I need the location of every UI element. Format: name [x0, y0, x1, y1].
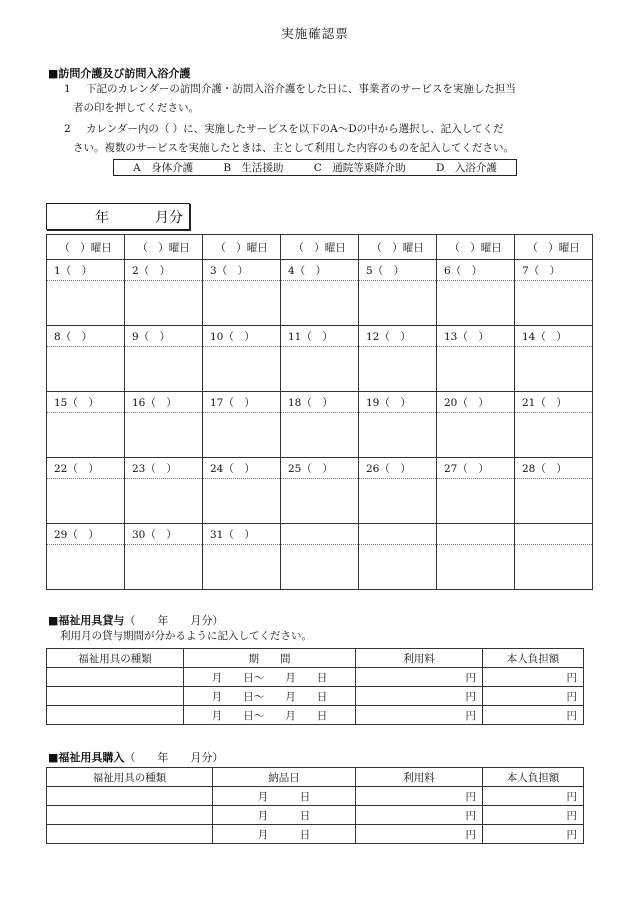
rental-header-row [47, 649, 584, 668]
service-option-c: C 通院等乗降介助 [313, 162, 406, 174]
purchase-row [47, 806, 584, 825]
purchase-header-row [47, 768, 584, 787]
item-type-cell[interactable] [47, 787, 213, 806]
rental-row [47, 687, 584, 706]
fee-cell[interactable]: 円 [356, 806, 483, 825]
section-heading-visit-care: ■訪問介護及び訪問入浴介護 [48, 67, 191, 80]
service-option-b: B 生活援助 [223, 162, 284, 174]
delivery-date-cell[interactable]: 月 日 [213, 806, 356, 825]
day-label: 3（ ） [203, 260, 281, 281]
day-label: 18（ ） [281, 392, 359, 413]
header-cell: 利用料 [356, 649, 483, 668]
calendar-stamp-row [47, 413, 593, 458]
day-label [359, 524, 437, 545]
stamp-cell[interactable] [125, 479, 203, 524]
section-heading-rental [48, 612, 223, 628]
rental-note: 利用月の貸与期間が分かるように記入してください。 [60, 630, 312, 642]
calendar-stamp-row [47, 347, 593, 392]
item-type-cell[interactable] [47, 687, 184, 706]
stamp-cell[interactable] [125, 545, 203, 590]
calendar-stamp-row [47, 545, 593, 590]
day-label: 17（ ） [203, 392, 281, 413]
day-label: 22（ ） [47, 458, 125, 479]
stamp-cell[interactable] [515, 281, 593, 326]
day-label: 2（ ） [125, 260, 203, 281]
service-option-a: A 身体介護 [133, 162, 194, 174]
calendar-day-row [47, 392, 593, 413]
stamp-cell[interactable] [437, 479, 515, 524]
period-cell[interactable]: 月 日～ 月 日 [184, 706, 356, 725]
stamp-cell[interactable] [515, 413, 593, 458]
stamp-cell[interactable] [203, 545, 281, 590]
stamp-cell[interactable] [437, 413, 515, 458]
calendar-stamp-row [47, 479, 593, 524]
year-label: 年 [95, 210, 109, 226]
stamp-cell[interactable] [47, 413, 125, 458]
stamp-cell[interactable] [359, 413, 437, 458]
day-label: 5（ ） [359, 260, 437, 281]
purchase-heading: ■福祉用具購入 [48, 751, 125, 764]
day-label: 21（ ） [515, 392, 593, 413]
day-label: 8（ ） [47, 326, 125, 347]
stamp-cell[interactable] [437, 545, 515, 590]
copay-cell[interactable]: 円 [483, 825, 584, 844]
instruction-1-line1: 下記のカレンダーの訪問介護・訪問入浴介護をした日に、事業者のサービスを実施した担当 [86, 83, 516, 95]
day-label: 24（ ） [203, 458, 281, 479]
calendar-day-row [47, 458, 593, 479]
day-label [437, 524, 515, 545]
stamp-cell[interactable] [515, 545, 593, 590]
rental-row [47, 668, 584, 687]
stamp-cell[interactable] [47, 281, 125, 326]
weekday-cell[interactable]: （ ）曜日 [359, 235, 437, 260]
calendar-day-row [47, 326, 593, 347]
item-type-cell[interactable] [47, 825, 213, 844]
weekday-cell[interactable]: （ ）曜日 [515, 235, 593, 260]
copay-cell[interactable]: 円 [483, 687, 584, 706]
calendar-day-row [47, 260, 593, 281]
copay-cell[interactable]: 円 [483, 706, 584, 725]
stamp-cell[interactable] [203, 347, 281, 392]
month-label: 月分 [155, 210, 183, 226]
copay-cell[interactable]: 円 [483, 806, 584, 825]
day-label: 31（ ） [203, 524, 281, 545]
day-label: 10（ ） [203, 326, 281, 347]
rental-heading-period: （ 年 月分） [124, 614, 224, 627]
stamp-cell[interactable] [281, 281, 359, 326]
fee-cell[interactable]: 円 [356, 668, 483, 687]
page-title: 実施確認票 [281, 26, 349, 41]
day-label: 26（ ） [359, 458, 437, 479]
stamp-cell[interactable] [515, 479, 593, 524]
calendar-table [46, 234, 593, 590]
day-label: 12（ ） [359, 326, 437, 347]
day-label: 6（ ） [437, 260, 515, 281]
stamp-cell[interactable] [437, 281, 515, 326]
weekday-cell[interactable]: （ ）曜日 [47, 235, 125, 260]
instruction-1-line2: 者の印を押してください。 [73, 102, 199, 114]
header-cell: 納品日 [213, 768, 356, 787]
stamp-cell[interactable] [47, 545, 125, 590]
header-cell: 福祉用具の種類 [47, 768, 213, 787]
day-label: 16（ ） [125, 392, 203, 413]
stamp-cell[interactable] [203, 281, 281, 326]
instruction-2-line2: さい。複数のサービスを実施したときは、主として利用した内容のものを記入してください。 [73, 142, 514, 154]
instruction-2-number: 2 [64, 123, 71, 135]
purchase-table [46, 767, 584, 844]
day-label: 20（ ） [437, 392, 515, 413]
day-label: 15（ ） [47, 392, 125, 413]
delivery-date-cell[interactable]: 月 日 [213, 825, 356, 844]
header-cell: 本人負担額 [483, 768, 584, 787]
item-type-cell[interactable] [47, 668, 184, 687]
day-label: 11（ ） [281, 326, 359, 347]
instruction-1-number: 1 [64, 83, 71, 95]
fee-cell[interactable]: 円 [356, 706, 483, 725]
calendar-stamp-row [47, 281, 593, 326]
stamp-cell[interactable] [203, 479, 281, 524]
calendar-weekday-row [47, 235, 593, 260]
stamp-cell[interactable] [281, 545, 359, 590]
stamp-cell[interactable] [125, 413, 203, 458]
header-cell: 期 間 [184, 649, 356, 668]
copay-cell[interactable]: 円 [483, 787, 584, 806]
stamp-cell[interactable] [125, 281, 203, 326]
day-label: 28（ ） [515, 458, 593, 479]
delivery-date-cell[interactable]: 月 日 [213, 787, 356, 806]
purchase-row [47, 825, 584, 844]
stamp-cell[interactable] [125, 347, 203, 392]
header-cell: 本人負担額 [483, 649, 584, 668]
month-box[interactable] [46, 203, 190, 230]
stamp-cell[interactable] [47, 479, 125, 524]
calendar-day-row [47, 524, 593, 545]
stamp-cell[interactable] [47, 347, 125, 392]
rental-table [46, 648, 584, 725]
weekday-cell[interactable]: （ ）曜日 [437, 235, 515, 260]
purchase-row [47, 787, 584, 806]
rental-heading: ■福祉用具貸与 [48, 614, 125, 627]
service-options-box [113, 159, 517, 176]
fee-cell[interactable]: 円 [356, 687, 483, 706]
header-cell: 福祉用具の種類 [47, 649, 184, 668]
stamp-cell[interactable] [359, 479, 437, 524]
stamp-cell[interactable] [515, 347, 593, 392]
stamp-cell[interactable] [359, 545, 437, 590]
period-cell[interactable]: 月 日～ 月 日 [184, 668, 356, 687]
day-label: 27（ ） [437, 458, 515, 479]
day-label: 9（ ） [125, 326, 203, 347]
day-label: 30（ ） [125, 524, 203, 545]
stamp-cell[interactable] [281, 413, 359, 458]
stamp-cell[interactable] [203, 413, 281, 458]
item-type-cell[interactable] [47, 706, 184, 725]
stamp-cell[interactable] [281, 347, 359, 392]
day-label: 19（ ） [359, 392, 437, 413]
day-label: 7（ ） [515, 260, 593, 281]
service-option-d: D 入浴介護 [435, 162, 497, 174]
item-type-cell[interactable] [47, 806, 213, 825]
day-label: 1（ ） [47, 260, 125, 281]
header-cell: 利用料 [356, 768, 483, 787]
stamp-cell[interactable] [437, 347, 515, 392]
purchase-heading-period: （ 年 月分） [124, 751, 224, 764]
copay-cell[interactable]: 円 [483, 668, 584, 687]
rental-row [47, 706, 584, 725]
period-cell[interactable]: 月 日～ 月 日 [184, 687, 356, 706]
day-label: 29（ ） [47, 524, 125, 545]
section-heading-purchase [48, 749, 223, 765]
fee-cell[interactable]: 円 [356, 825, 483, 844]
stamp-cell[interactable] [359, 281, 437, 326]
day-label: 23（ ） [125, 458, 203, 479]
weekday-cell[interactable]: （ ）曜日 [281, 235, 359, 260]
stamp-cell[interactable] [359, 347, 437, 392]
day-label: 13（ ） [437, 326, 515, 347]
day-label: 25（ ） [281, 458, 359, 479]
day-label [281, 524, 359, 545]
instruction-2-line1: カレンダー内の（ ）に、実施したサービスを以下のA～Dの中から選択し、記入してくだ [86, 123, 504, 135]
fee-cell[interactable]: 円 [356, 787, 483, 806]
weekday-cell[interactable]: （ ）曜日 [203, 235, 281, 260]
day-label: 14（ ） [515, 326, 593, 347]
weekday-cell[interactable]: （ ）曜日 [125, 235, 203, 260]
day-label: 4（ ） [281, 260, 359, 281]
day-label [515, 524, 593, 545]
stamp-cell[interactable] [281, 479, 359, 524]
